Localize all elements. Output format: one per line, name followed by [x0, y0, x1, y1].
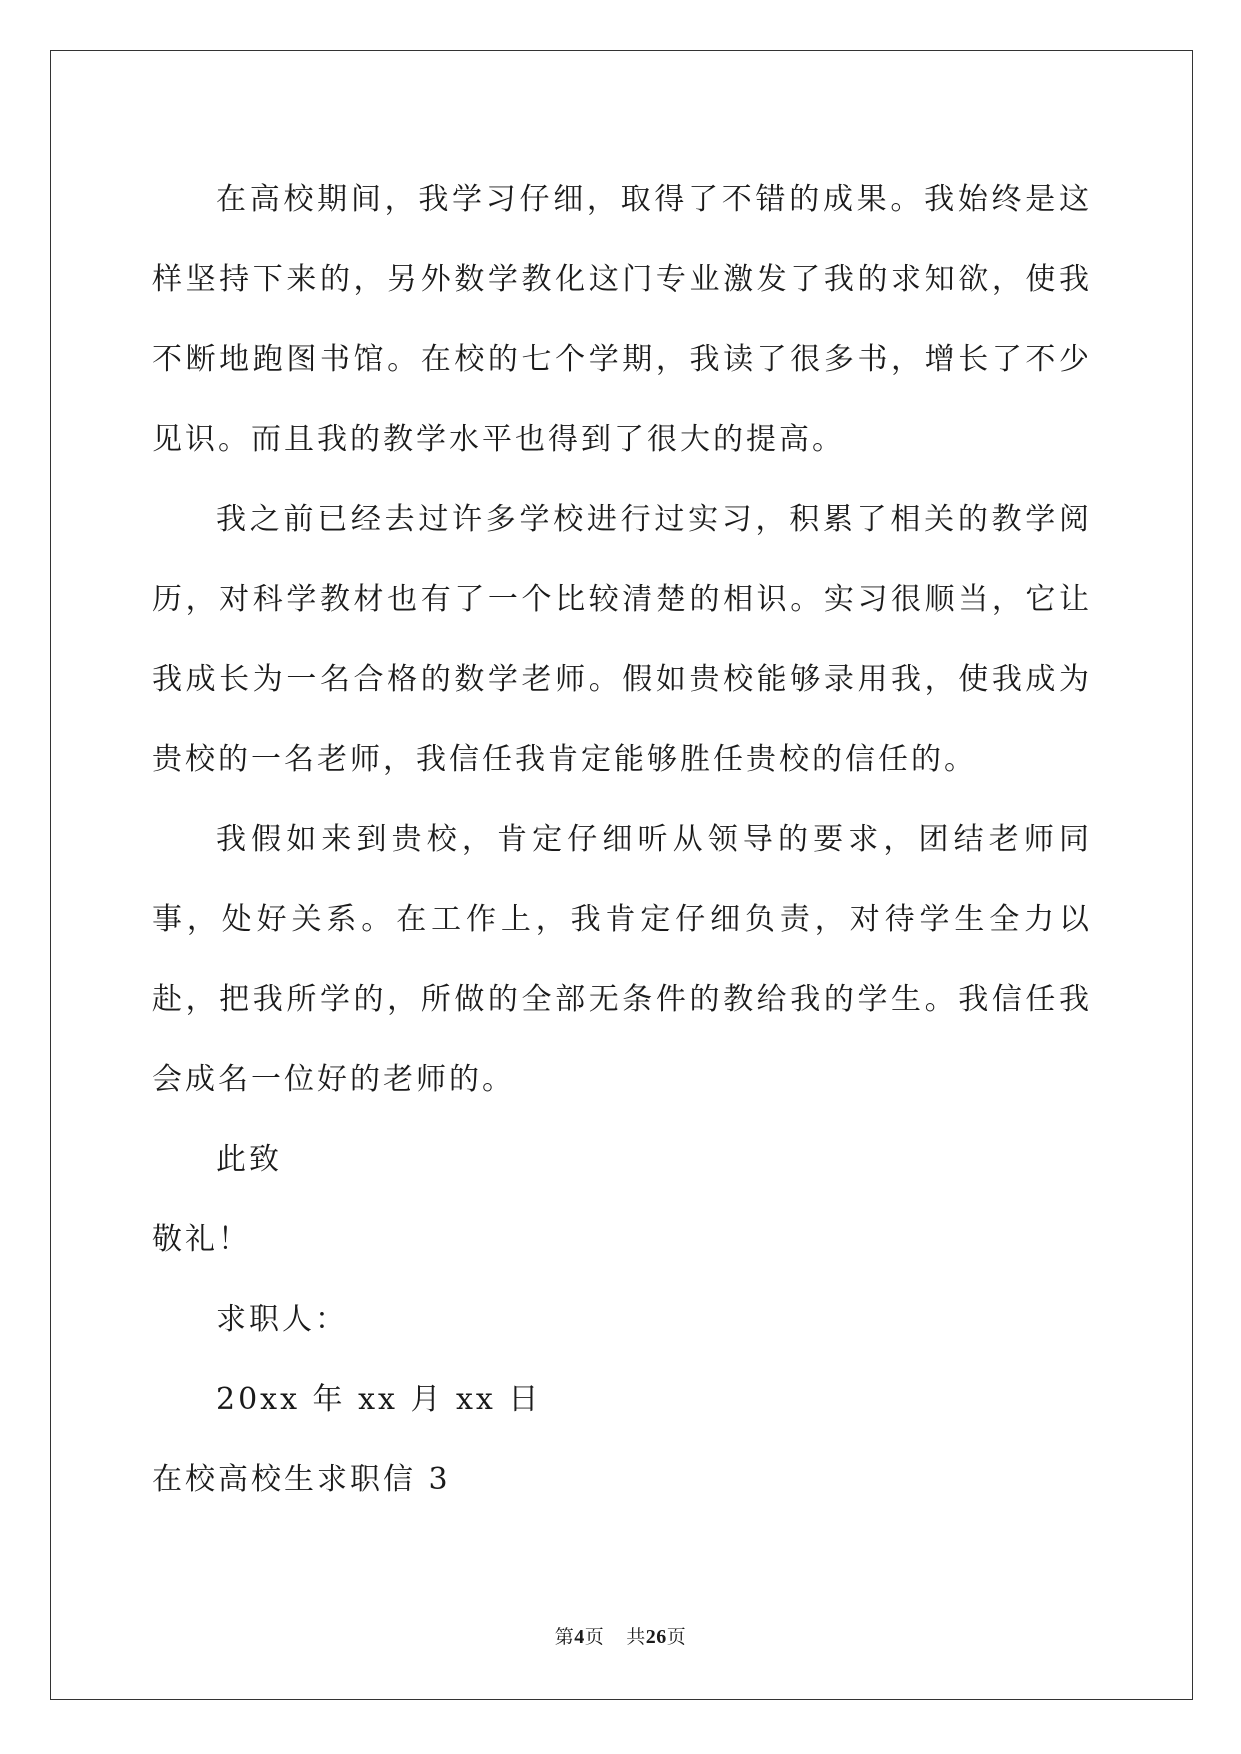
page-suffix: 页	[584, 1626, 605, 1648]
total-pages: 26	[645, 1626, 667, 1648]
paragraph-internship: 我之前已经去过许多学校进行过实习，积累了相关的教学阅历，对科学教材也有了一个比较清楚的相识。实习很顺当，它让我成长为一名合格的数学老师。假如贵校能够录用我，使我成为贵校的一名老师，我信任我肯定能够胜任贵校的信任的。	[152, 502, 1092, 777]
closing-salutation: 此致	[216, 1142, 282, 1177]
page-footer	[0, 1622, 1241, 1649]
paragraph-studies: 在高校期间，我学习仔细，取得了不错的成果。我始终是这样坚持下来的，另外数学教化这门专业激发了我的求知欲，使我不断地跑图书馆。在校的七个学期，我读了很多书，增长了不少见识。而且我的教学水平也得到了很大的提高。	[152, 182, 1092, 457]
next-section-title: 在校高校生求职信 3	[152, 1462, 451, 1497]
paragraph-commitment: 我假如来到贵校，肯定仔细听从领导的要求，团结老师同事，处好关系。在工作上，我肯定仔细负责，对待学生全力以赴，把我所学的，所做的全部无条件的教给我的学生。我信任我会成名一位好的老师的。	[152, 822, 1092, 1097]
applicant-label: 求职人：	[216, 1302, 348, 1337]
total-prefix: 共	[626, 1626, 646, 1648]
document-body	[152, 160, 1092, 1520]
page-number: 4	[574, 1626, 585, 1648]
total-suffix: 页	[666, 1626, 687, 1648]
closing-regards: 敬礼！	[152, 1222, 251, 1257]
letter-date: 20xx 年 xx 月 xx 日	[216, 1382, 542, 1417]
page-prefix: 第	[554, 1626, 575, 1648]
